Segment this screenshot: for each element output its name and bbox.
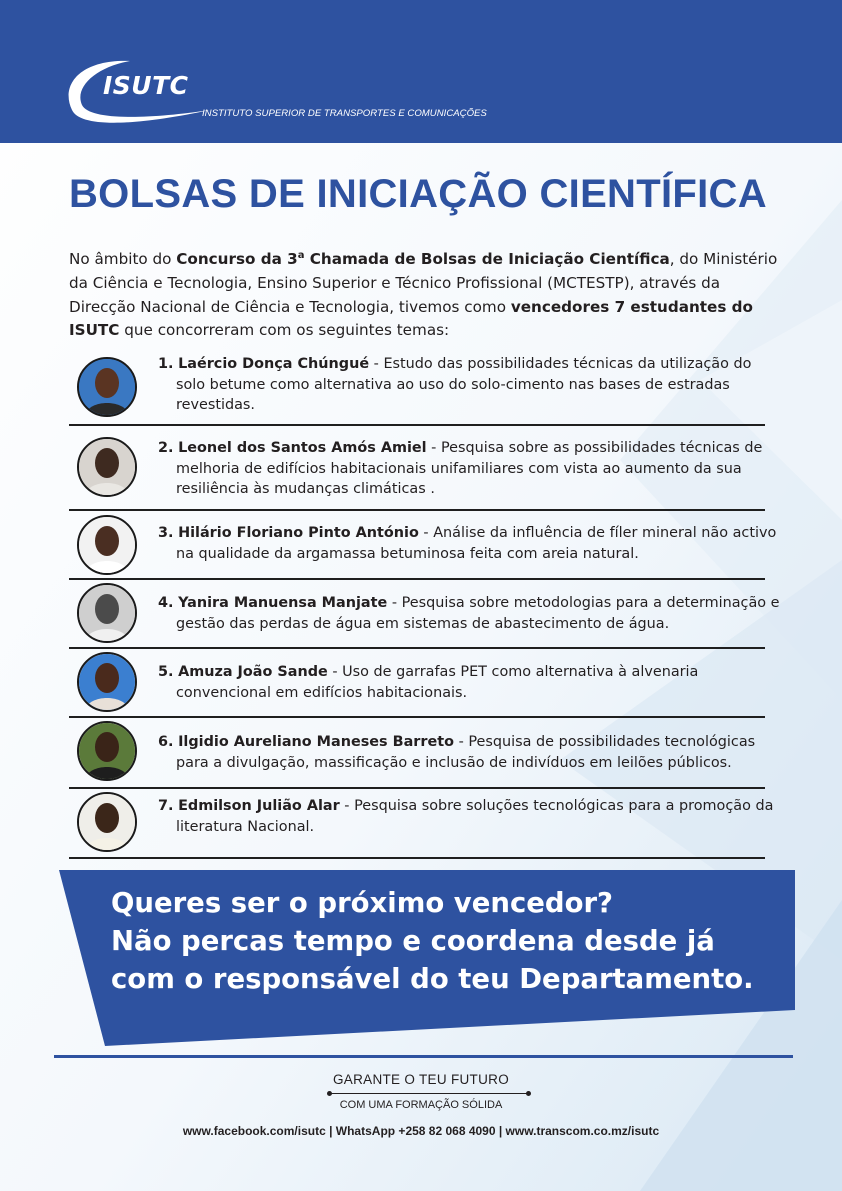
banner-line-3: com o responsável do teu Departamento. <box>111 963 754 995</box>
tagline-secondary: COM UMA FORMAÇÃO SÓLIDA <box>339 1099 503 1111</box>
winner-name: Edmilson Julião Alar <box>178 798 340 814</box>
list-item <box>69 717 765 789</box>
winner-text <box>158 732 781 773</box>
separator: - <box>426 440 441 456</box>
intro-text-3: que concorreram com os seguintes temas: <box>119 321 450 340</box>
winner-number: 7. <box>158 798 174 814</box>
intro-text-1: No âmbito do <box>69 250 177 269</box>
footer-divider <box>54 1055 793 1058</box>
avatar <box>77 357 137 417</box>
tagline-divider <box>329 1093 529 1094</box>
intro-text-2: , do Ministério da Ciência e Tecnologia, Ensino Superior e Técnico Profissional (MCTESTP), através da Direcção Nacional de Ciência e Tecnologia, tivemos como <box>69 250 778 316</box>
avatar <box>77 583 137 643</box>
separator: - <box>339 798 355 814</box>
winner-name: Leonel dos Santos Amós Amiel <box>178 440 427 456</box>
winner-name: Yanira Manuensa Manjate <box>178 595 388 611</box>
winner-topic: Pesquisa de possibilidades tecnológicas para a divulgação, massificação e inclusão de indivíduos em leilões públicos. <box>176 734 756 771</box>
separator: - <box>327 664 343 680</box>
call-to-action-banner <box>59 870 795 1046</box>
intro-superscript: a <box>297 250 305 261</box>
winner-name: Amuza João Sande <box>178 664 328 680</box>
winner-topic: Pesquisa sobre metodologias para a determinação e gestão das perdas de água em sistemas de abastecimento de água. <box>176 595 780 632</box>
winner-text <box>158 354 781 416</box>
intro-paragraph <box>69 244 779 343</box>
winner-number: 3. <box>158 525 174 541</box>
winner-topic: Pesquisa sobre as possibilidades técnicas de melhoria de edifícios habitacionais unifamiliares com vista ao aumento da sua resiliência às mudanças climáticas . <box>176 440 763 498</box>
intro-bold-1b: Chamada de Bolsas de Iniciação Científica <box>304 250 670 269</box>
winner-number: 5. <box>158 664 174 680</box>
banner-line-1: Queres ser o próximo vencedor? <box>111 887 614 919</box>
winner-number: 6. <box>158 734 174 750</box>
winner-name: Ilgidio Aureliano Maneses Barreto <box>178 734 455 750</box>
list-item <box>69 579 780 649</box>
winner-number: 1. <box>158 356 174 372</box>
intro-bold-2: vencedores 7 estudantes do ISUTC <box>69 297 753 340</box>
winner-name: Hilário Floriano Pinto António <box>178 525 419 541</box>
winner-topic: Análise da influência de fíler mineral não activo na qualidade da argamassa betuminosa feita com areia natural. <box>176 525 777 562</box>
separator: - <box>418 525 434 541</box>
banner-text <box>111 884 791 998</box>
avatar <box>77 721 137 781</box>
avatar <box>77 652 137 712</box>
logo-text: ISUTC <box>103 71 189 100</box>
winner-text <box>158 523 781 564</box>
winner-name: Laércio Donça Chúngué <box>178 356 370 372</box>
winner-text <box>158 438 781 500</box>
winner-topic: Estudo das possibilidades técnicas da utilização do solo betume como alternativa ao uso do solo-cimento nas bases de estradas revestidas. <box>176 356 752 414</box>
winner-number: 4. <box>158 595 174 611</box>
isutc-logo <box>60 55 520 135</box>
list-item <box>69 352 765 426</box>
winner-topic: Uso de garrafas PET como alternativa à alvenaria convencional em edifícios habitacionais. <box>176 664 699 701</box>
page-title: BOLSAS DE INICIAÇÃO CIENTÍFICA <box>69 172 767 216</box>
list-item <box>69 648 765 718</box>
list-item <box>69 425 765 511</box>
intro-bold-1: Concurso da 3 <box>176 250 298 269</box>
winner-topic: Pesquisa sobre soluções tecnológicas para a promoção da literatura Nacional. <box>176 798 774 835</box>
separator: - <box>369 356 384 372</box>
avatar <box>77 515 137 575</box>
separator: - <box>387 595 402 611</box>
list-item <box>69 510 777 580</box>
separator: - <box>454 734 469 750</box>
avatar <box>77 792 137 852</box>
list-item <box>69 788 774 859</box>
institution-name: INSTITUTO SUPERIOR DE TRANSPORTES E COMUNICAÇÕES <box>202 108 487 119</box>
avatar <box>77 437 137 497</box>
winner-number: 2. <box>158 440 174 456</box>
winner-text <box>158 796 781 837</box>
winner-text <box>158 662 781 703</box>
contact-links: www.facebook.com/isutc | WhatsApp +258 82 068 4090 | www.transcom.co.mz/isutc <box>182 1124 660 1138</box>
winner-text <box>158 593 781 634</box>
tagline-primary: GARANTE O TEU FUTURO <box>332 1072 509 1087</box>
banner-line-2: Não percas tempo e coordena desde já <box>111 925 715 957</box>
